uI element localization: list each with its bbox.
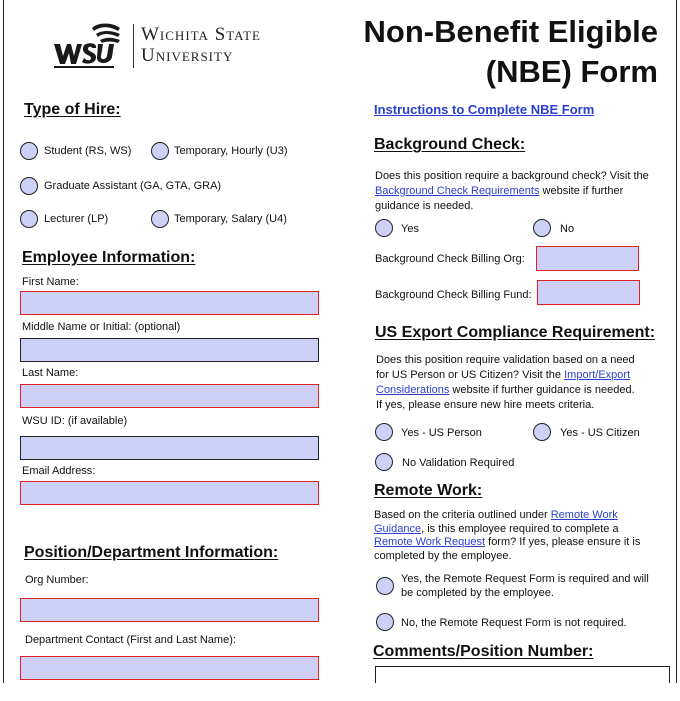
background-check-heading: Background Check:: [374, 136, 526, 153]
export-text-line4: If yes, please ensure new hire meets criteria.: [376, 399, 595, 411]
page-border-right: [676, 0, 677, 683]
radio-background-yes-label: Yes: [401, 223, 419, 235]
radio-temporary-salary[interactable]: [151, 210, 169, 228]
employee-information-heading: Employee Information:: [22, 249, 196, 266]
radio-lecturer-label: Lecturer (LP): [44, 213, 109, 225]
instructions-link[interactable]: Instructions to Complete NBE Form: [374, 102, 595, 117]
radio-remote-yes-label-line2: be completed by the employee.: [401, 587, 554, 599]
radio-student[interactable]: [20, 142, 38, 160]
form-title-line1: Non-Benefit Eligible: [363, 14, 658, 49]
radio-remote-yes-label-line1: Yes, the Remote Request Form is required and will: [401, 573, 649, 585]
import-export-link-part2[interactable]: Considerations: [376, 384, 450, 396]
background-check-text-line3: guidance is needed.: [375, 200, 474, 212]
radio-no-validation[interactable]: [375, 453, 393, 471]
remote-text-line2: [374, 523, 672, 537]
billing-org-label: Background Check Billing Org:: [375, 253, 525, 265]
first-name-label: First Name:: [22, 276, 79, 288]
type-of-hire-heading: Type of Hire:: [24, 101, 121, 118]
radio-remote-no[interactable]: [376, 613, 394, 631]
remote-work-guidance-link-part1[interactable]: Remote Work: [550, 509, 618, 521]
last-name-label: Last Name:: [22, 367, 79, 379]
billing-fund-field[interactable]: [537, 280, 640, 305]
middle-name-label: Middle Name or Initial: (optional): [22, 321, 181, 333]
remote-text-line1: [374, 509, 672, 523]
remote-work-text: [374, 509, 672, 563]
wsu-id-field[interactable]: [20, 436, 319, 460]
remote-work-guidance-link-part2[interactable]: Guidance: [374, 522, 422, 535]
background-check-text-line1: Does this position require a background check? Visit the: [375, 170, 649, 182]
radio-remote-yes-label: [401, 572, 671, 600]
radio-remote-yes[interactable]: [376, 577, 394, 595]
radio-us-citizen-label: Yes - US Citizen: [560, 427, 640, 439]
last-name-field[interactable]: [20, 384, 319, 408]
university-name: [141, 24, 261, 66]
org-number-field[interactable]: [20, 598, 319, 622]
remote-text-line4: completed by the employee.: [374, 549, 512, 562]
middle-name-field[interactable]: [20, 338, 319, 362]
logo-divider: [133, 24, 134, 68]
wsu-logo-icon: [52, 22, 128, 70]
email-field[interactable]: [20, 481, 319, 505]
export-text-line3-after: website if further guidance is needed.: [449, 384, 635, 396]
radio-lecturer[interactable]: [20, 210, 38, 228]
department-contact-label: Department Contact (First and Last Name):: [25, 634, 236, 646]
billing-fund-label: Background Check Billing Fund:: [375, 289, 532, 301]
radio-us-citizen[interactable]: [533, 423, 551, 441]
email-label: Email Address:: [22, 465, 96, 477]
position-department-heading: Position/Department Information:: [24, 544, 279, 561]
remote-work-request-link[interactable]: Remote Work Request: [374, 536, 486, 548]
wsu-id-label: WSU ID: (if available): [22, 415, 128, 427]
radio-no-validation-label: No Validation Required: [402, 457, 515, 469]
export-text-line3: [376, 383, 671, 398]
remote-text-line3: [374, 536, 672, 550]
background-check-text: [375, 169, 670, 214]
org-number-label: Org Number:: [25, 574, 89, 586]
university-name-line2: University: [141, 45, 234, 66]
form-title-line2: (NBE) Form: [485, 54, 658, 89]
export-compliance-text: [376, 353, 671, 413]
radio-graduate-assistant[interactable]: [20, 177, 38, 195]
import-export-link-part1[interactable]: Import/Export: [564, 369, 631, 381]
radio-background-no[interactable]: [533, 219, 551, 237]
background-check-text-after: website if further: [539, 185, 624, 197]
remote-text-line3-after: form? If yes, please ensure it is: [485, 536, 641, 548]
export-text-line2-before: for US Person or US Citizen? Visit the: [376, 369, 565, 381]
radio-graduate-assistant-label: Graduate Assistant (GA, GTA, GRA): [44, 180, 222, 192]
radio-temporary-salary-label: Temporary, Salary (U4): [174, 213, 287, 225]
export-text-line2: [376, 368, 671, 383]
radio-us-person-label: Yes - US Person: [401, 427, 482, 439]
radio-background-no-label: No: [560, 223, 575, 235]
form-title: [364, 12, 659, 92]
export-text-line1: Does this position require validation based on a need: [376, 354, 635, 366]
radio-student-label: Student (RS, WS): [44, 145, 132, 157]
background-check-text-line2: [375, 184, 670, 199]
background-check-requirements-link[interactable]: Background Check Requirements: [375, 185, 540, 197]
remote-text-line2-after: , is this employee required to complete a: [421, 522, 619, 535]
remote-work-heading: Remote Work:: [374, 482, 483, 499]
remote-text-line1-before: Based on the criteria outlined under: [374, 509, 551, 521]
page-border-left: [3, 0, 4, 683]
radio-temporary-hourly-label: Temporary, Hourly (U3): [174, 145, 288, 157]
first-name-field[interactable]: [20, 291, 319, 315]
radio-background-yes[interactable]: [375, 219, 393, 237]
university-name-line1: Wichita State: [141, 24, 261, 45]
comments-heading: Comments/Position Number:: [373, 643, 594, 660]
export-compliance-heading: US Export Compliance Requirement:: [375, 324, 656, 341]
radio-remote-no-label: No, the Remote Request Form is not required.: [401, 617, 627, 629]
department-contact-field[interactable]: [20, 656, 319, 680]
torn-page-edge: [0, 683, 680, 701]
billing-org-field[interactable]: [536, 246, 639, 271]
radio-us-person[interactable]: [375, 423, 393, 441]
radio-temporary-hourly[interactable]: [151, 142, 169, 160]
